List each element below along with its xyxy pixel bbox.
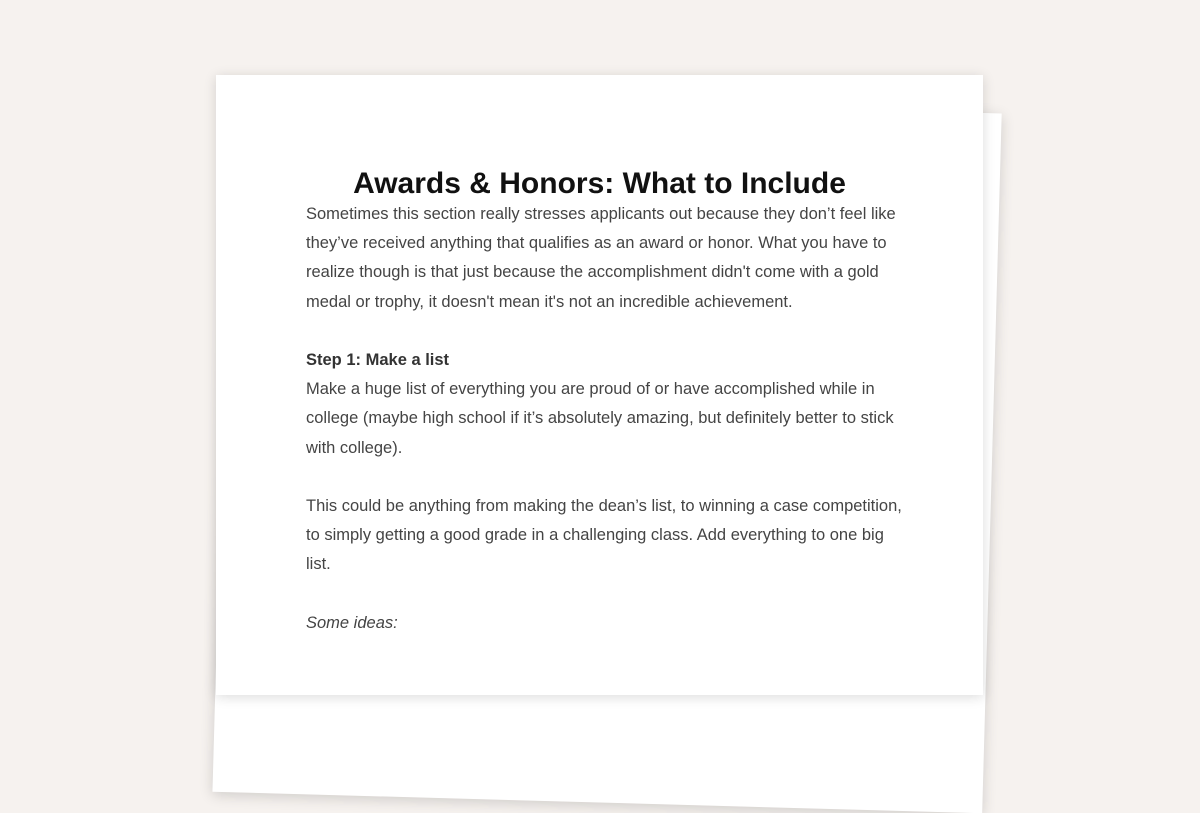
step-1-paragraph-2: This could be anything from making the dean’s list, to winning a case competition, to simply getting a good grade in a challenging class. Add everything to one big list. <box>306 497 902 574</box>
step-1-section <box>306 346 906 463</box>
ideas-label: Some ideas: <box>306 613 398 632</box>
step-1-heading: Step 1: Make a list <box>306 351 450 369</box>
document-page <box>216 75 983 695</box>
step-1-paragraph: Make a huge list of everything you are proud of or have accomplished while in college (maybe high school if it’s absolutely amazing, but definitely better to stick with college). <box>306 380 894 457</box>
document-title: Awards & Honors: What to Include <box>353 167 846 200</box>
intro-paragraph: Sometimes this section really stresses applicants out because they don’t feel like they’ve received anything that qualifies as an award or honor. What you have to realize though is that just because the accomplishment didn't come with a gold medal or trophy, it doesn't mean it's not an incredible achievement. <box>306 205 896 311</box>
document-body <box>306 200 906 667</box>
